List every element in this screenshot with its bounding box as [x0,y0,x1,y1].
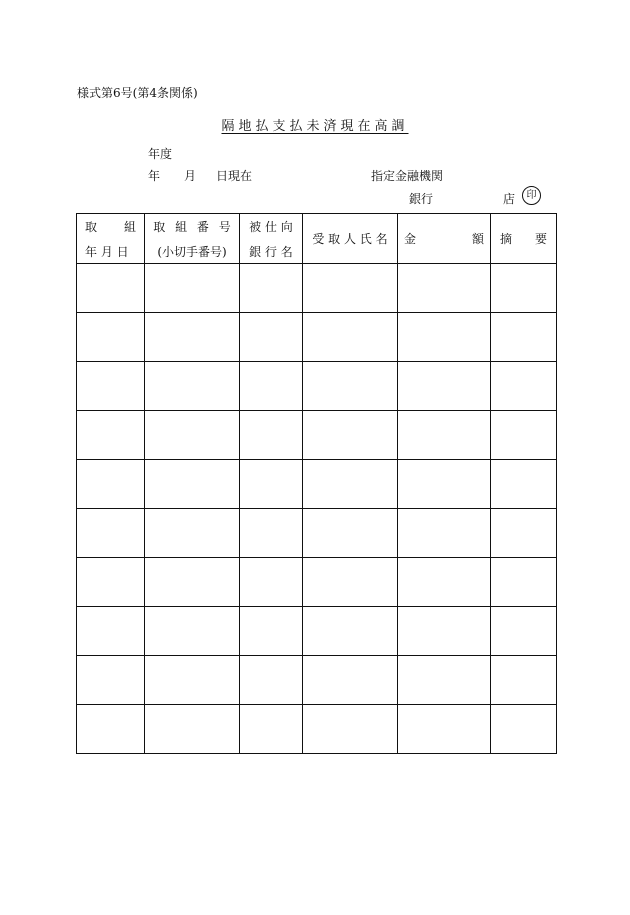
form-number: 様式第6号(第4条関係) [77,86,198,100]
table-row [77,362,557,411]
document-title-text: 隔地払支払未済現在高調 [221,119,409,134]
table-row [77,509,557,558]
date-month-label: 月 [184,169,197,183]
cell-bank [240,607,303,656]
header-remarks-right: 要 [534,232,547,246]
header-remarks [491,214,557,264]
cell-number [145,607,240,656]
header-date-top-right: 組 [123,219,136,234]
cell-amount [398,411,491,460]
cell-number [145,411,240,460]
cell-amount [398,362,491,411]
cell-remarks [491,362,557,411]
table-row [77,411,557,460]
cell-remarks [491,558,557,607]
cell-amount [398,264,491,313]
table-row [77,313,557,362]
header-recipient: 受 取 人 氏 名 [303,214,398,264]
cell-number [145,705,240,754]
header-bank [240,214,303,264]
header-remarks-left: 摘 [500,232,513,246]
cell-amount [398,558,491,607]
cell-number [145,558,240,607]
cell-recipient [303,558,398,607]
cell-remarks [491,509,557,558]
cell-amount [398,656,491,705]
cell-date [77,509,145,558]
cell-bank [240,313,303,362]
cell-date [77,656,145,705]
cell-date [77,313,145,362]
cell-amount [398,705,491,754]
table-row [77,656,557,705]
cell-bank [240,411,303,460]
cell-recipient [303,362,398,411]
table-row [77,558,557,607]
cell-bank [240,509,303,558]
cell-remarks [491,411,557,460]
header-amount-right: 額 [471,232,484,246]
cell-remarks [491,705,557,754]
header-amount [398,214,491,264]
header-date [77,214,145,264]
cell-number [145,656,240,705]
cell-bank [240,558,303,607]
header-row [77,214,557,264]
cell-date [77,411,145,460]
cell-number [145,264,240,313]
document-title [0,115,630,134]
cell-recipient [303,509,398,558]
cell-amount [398,460,491,509]
seal-mark: 印 [522,186,541,205]
cell-remarks [491,656,557,705]
cell-bank [240,705,303,754]
ledger-table [76,213,557,754]
cell-recipient [303,656,398,705]
cell-recipient [303,264,398,313]
cell-recipient [303,607,398,656]
date-day-label: 日現在 [216,169,253,183]
cell-bank [240,656,303,705]
header-number-bottom: (小切手番号) [157,244,227,259]
header-bank-top: 被 仕 向 [249,219,293,234]
cell-remarks [491,264,557,313]
date-year-label: 年 [148,169,161,183]
cell-remarks [491,607,557,656]
header-bank-bottom: 銀 行 名 [249,244,293,259]
table-row [77,705,557,754]
cell-bank [240,460,303,509]
cell-number [145,362,240,411]
branch-label: 店 [503,192,516,206]
cell-recipient [303,411,398,460]
cell-amount [398,509,491,558]
header-date-bottom: 年 月 日 [85,244,129,259]
cell-date [77,705,145,754]
cell-bank [240,264,303,313]
table-row [77,264,557,313]
date-line [148,167,252,184]
table-row [77,460,557,509]
cell-date [77,607,145,656]
cell-number [145,460,240,509]
table-row [77,607,557,656]
ledger-body [77,264,557,754]
header-number-top: 取 組 番 号 [153,219,231,234]
cell-recipient [303,313,398,362]
fiscal-year-label: 年度 [148,147,173,161]
cell-date [77,264,145,313]
cell-number [145,313,240,362]
cell-bank [240,362,303,411]
institution-label: 指定金融機関 [371,169,444,183]
header-number [145,214,240,264]
cell-recipient [303,460,398,509]
cell-remarks [491,313,557,362]
cell-amount [398,313,491,362]
cell-date [77,460,145,509]
header-amount-left: 金 [404,232,417,246]
header-date-top-left: 取 [85,219,98,234]
bank-label: 銀行 [409,192,434,206]
cell-number [145,509,240,558]
cell-remarks [491,460,557,509]
cell-date [77,558,145,607]
cell-recipient [303,705,398,754]
cell-amount [398,607,491,656]
cell-date [77,362,145,411]
